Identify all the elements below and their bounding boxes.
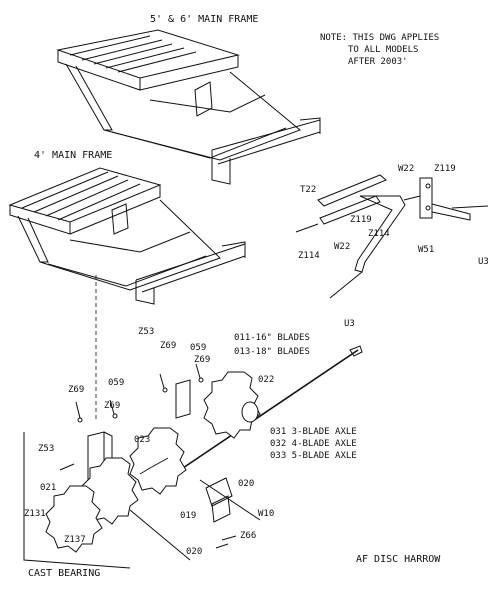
drawing-title: AF DISC HARROW: [356, 554, 441, 565]
label-z66: Z66: [240, 531, 257, 541]
label-023: 023: [134, 435, 151, 445]
label-z69-left2: Z69: [104, 401, 121, 411]
label-021: 021: [40, 483, 57, 493]
label-019: 019: [180, 511, 197, 521]
label-z137: Z137: [64, 535, 86, 545]
hitch-linkage: [296, 175, 488, 298]
label-020-right: 020: [238, 479, 255, 489]
label-cast-bearing: CAST BEARING: [28, 568, 101, 579]
label-z114-left: Z114: [298, 251, 320, 261]
label-axle-5: 033 5-BLADE AXLE: [270, 451, 357, 461]
label-059-top: 059: [190, 343, 207, 353]
label-020-bottom: 020: [186, 547, 203, 557]
label-z53-left: Z53: [38, 444, 55, 454]
label-w22-top: W22: [398, 164, 415, 174]
note-line-3: AFTER 2003': [348, 57, 408, 67]
label-w10: W10: [258, 509, 275, 519]
label-blades-18: 013-18" BLADES: [234, 347, 310, 357]
label-t22: T22: [300, 185, 317, 195]
main-frame-4: [10, 168, 245, 420]
label-blades-16: 011-16" BLADES: [234, 333, 310, 343]
label-z119-mid: Z119: [350, 215, 372, 225]
label-z53-top: Z53: [138, 327, 155, 337]
note-line-1: NOTE: THIS DWG APPLIES: [320, 33, 440, 43]
note-line-2: TO ALL MODELS: [348, 45, 419, 55]
label-z69-left: Z69: [68, 385, 85, 395]
label-frame-5-6: 5' & 6' MAIN FRAME: [150, 14, 259, 25]
label-022: 022: [258, 375, 275, 385]
label-w51: W51: [418, 245, 435, 255]
label-u3-right: U3: [478, 257, 489, 267]
label-059-left: 059: [108, 378, 125, 388]
label-z131: Z131: [24, 509, 46, 519]
label-frame-4: 4' MAIN FRAME: [34, 150, 113, 161]
label-z114-mid: Z114: [368, 229, 390, 239]
label-z119-top: Z119: [434, 164, 456, 174]
label-u3-bottom: U3: [344, 319, 355, 329]
label-axle-4: 032 4-BLADE AXLE: [270, 439, 357, 449]
label-w22-mid: W22: [334, 242, 351, 252]
label-z69-top2: Z69: [194, 355, 211, 365]
label-z69-top: Z69: [160, 341, 177, 351]
label-axle-3: 031 3-BLADE AXLE: [270, 427, 357, 437]
